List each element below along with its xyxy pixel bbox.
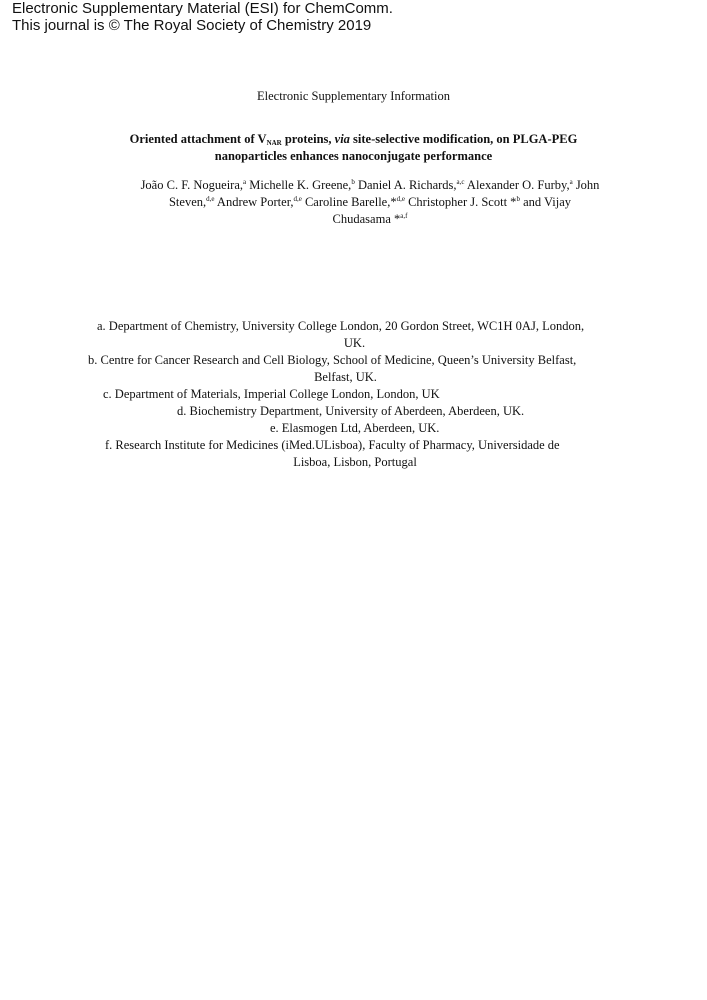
affiliation-a xyxy=(97,318,612,352)
author-name: Andrew Porter, xyxy=(214,195,294,209)
author-affiliation-mark: a xyxy=(243,178,247,186)
affiliation-e xyxy=(270,420,439,437)
author-affiliation-mark: b xyxy=(351,178,355,186)
affiliation-d xyxy=(177,403,524,420)
author-affiliation-mark: d,e xyxy=(293,195,302,203)
affiliation-text: e. Elasmogen Ltd, Aberdeen, UK. xyxy=(270,421,440,435)
affiliation-c xyxy=(103,386,440,403)
author-name: Christopher J. Scott * xyxy=(404,195,517,209)
author-affiliation-mark: d,e xyxy=(396,195,405,203)
title-text-2: proteins, xyxy=(281,132,335,146)
author-name: Daniel A. Richards, xyxy=(354,178,457,192)
author-name: Michelle K. Greene, xyxy=(246,178,352,192)
title-line-2: nanoparticles enhances nanoconjugate performance xyxy=(214,149,493,163)
affiliation-continuation: UK. xyxy=(343,336,366,350)
affiliation-text: c. Department of Materials, Imperial College London, London, UK xyxy=(103,387,440,401)
title-subscript: NAR xyxy=(266,139,282,147)
affiliation-continuation: Belfast, UK. xyxy=(314,370,377,384)
journal-header xyxy=(12,0,393,34)
author-name: Alexander O. Furby, xyxy=(464,178,570,192)
author-list xyxy=(140,177,600,228)
title-line-1 xyxy=(0,131,707,148)
author-affiliation-mark: a,c xyxy=(456,178,465,186)
title-text-1: Oriented attachment of V xyxy=(129,132,267,146)
author-name: John Steven, xyxy=(168,178,600,209)
author-affiliation-mark: b xyxy=(516,195,520,203)
header-line-esi: Electronic Supplementary Material (ESI) for ChemComm. xyxy=(12,0,393,17)
title-italic: via xyxy=(334,132,350,146)
author-affiliation-mark: a,f xyxy=(400,212,408,220)
document-label: Electronic Supplementary Information xyxy=(257,89,450,103)
affiliation-text: d. Biochemistry Department, University of Aberdeen, Aberdeen, UK. xyxy=(177,404,525,418)
affiliation-text: a. Department of Chemistry, University College London, 20 Gordon Street, WC1H 0AJ, London, xyxy=(97,319,585,333)
author-affiliation-mark: d,e xyxy=(206,195,215,203)
author-name: Caroline Barelle,* xyxy=(301,195,397,209)
author-name: João C. F. Nogueira, xyxy=(140,178,244,192)
paper-title xyxy=(0,131,707,165)
header-line-copyright: This journal is © The Royal Society of Chemistry 2019 xyxy=(12,17,372,34)
affiliation-continuation: Lisboa, Lisbon, Portugal xyxy=(293,455,417,469)
author-affiliation-mark: a xyxy=(569,178,573,186)
affiliation-text: f. Research Institute for Medicines (iMed.ULisboa), Faculty of Pharmacy, Universidade de xyxy=(105,438,560,452)
title-text-3: site-selective modification, on PLGA-PEG xyxy=(349,132,578,146)
affiliation-f xyxy=(105,437,605,471)
author-name: and Vijay Chudasama * xyxy=(332,195,572,226)
affiliation-text: b. Centre for Cancer Research and Cell Biology, School of Medicine, Queen’s University Belfast, xyxy=(88,353,577,367)
affiliation-b xyxy=(88,352,603,386)
